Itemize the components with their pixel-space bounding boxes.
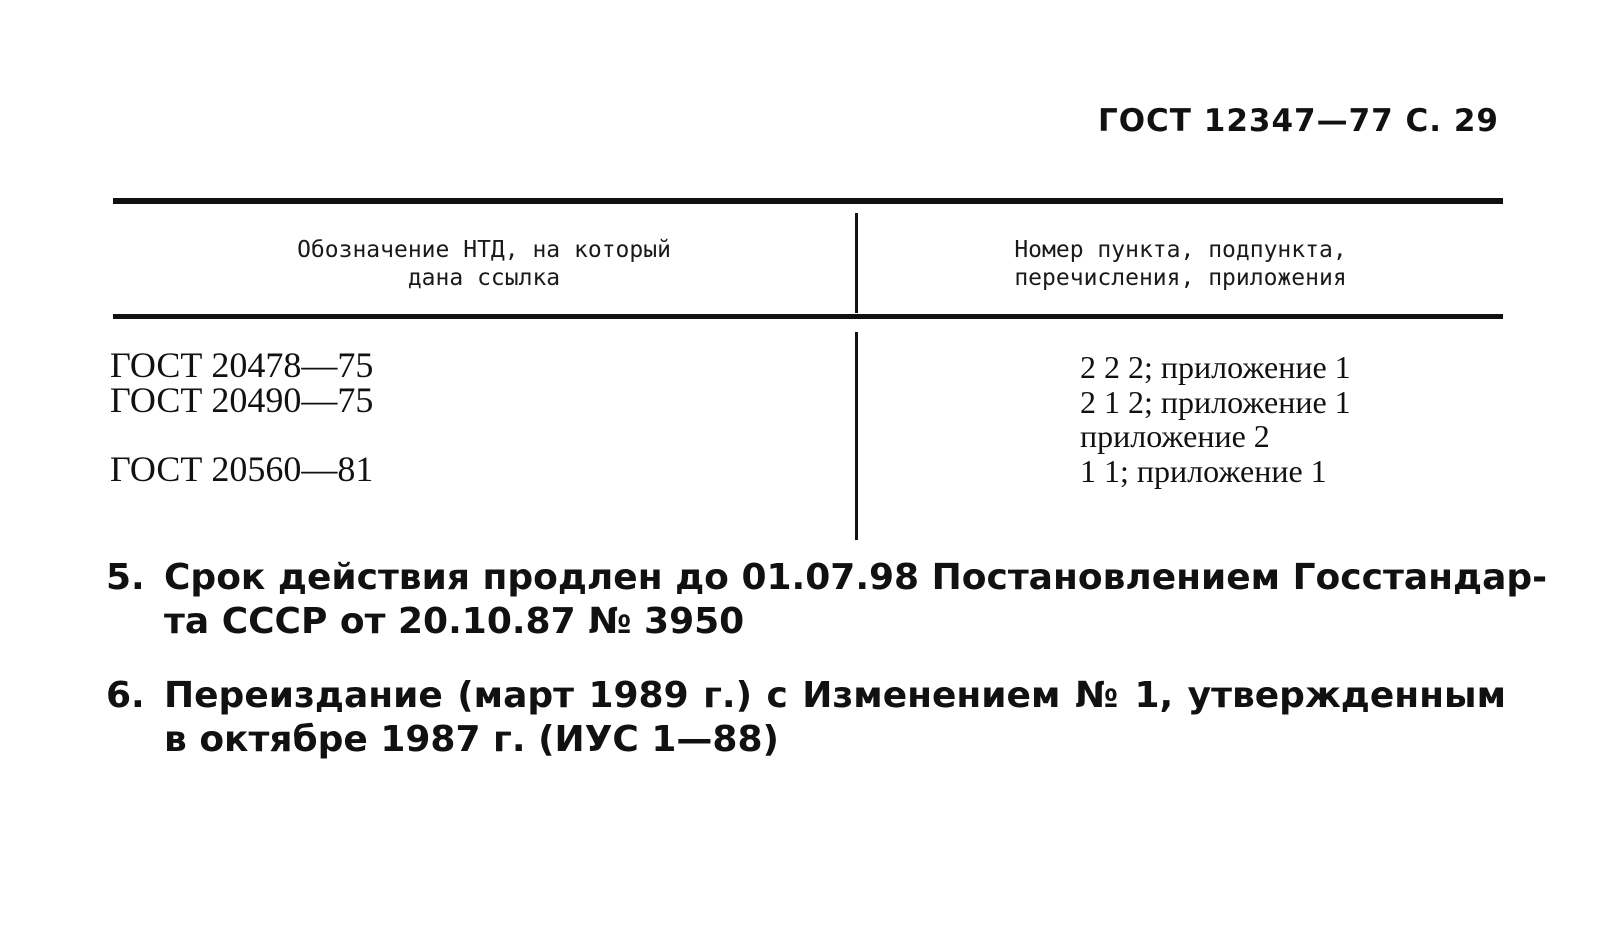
table-header-rule: [113, 314, 1503, 319]
column-header-clause-line: перечисления, приложения: [1014, 265, 1347, 291]
numbered-item-6: [106, 674, 1506, 762]
item-number: 6.: [106, 675, 145, 716]
numbered-item-5: [106, 556, 1548, 644]
table-cell-ntd: ГОСТ 20478—75: [110, 345, 374, 385]
item-text-line: Срок действия продлен до 01.07.98 Постановлением Госстандар-: [164, 557, 1548, 598]
table-column-divider-body: [855, 332, 858, 540]
item-number: 5.: [106, 557, 145, 598]
column-header-clause-line: Номер пункта, подпункта,: [1014, 237, 1347, 263]
table-cell-ntd: ГОСТ 20560—81: [110, 449, 374, 489]
references-table: [110, 198, 1503, 543]
item-text-line: в октябре 1987 г. (ИУС 1—88): [164, 719, 779, 760]
column-header-ntd-line: дана ссылка: [407, 265, 561, 291]
table-cell-clause: 2 2 2; приложение 1: [1080, 349, 1351, 385]
item-text-line: Переиздание (март 1989 г.) с Изменением № 1, утвержденным: [164, 675, 1506, 716]
table-cell-clause: 2 1 2; приложение 1: [1080, 384, 1351, 420]
column-header-ntd-line: Обозначение НТД, на который: [297, 237, 671, 263]
table-cell-clause: приложение 2: [1080, 418, 1270, 454]
column-header-ntd: [113, 236, 855, 292]
page-header: ГОСТ 12347—77 С. 29: [1097, 103, 1499, 139]
table-cell-ntd: ГОСТ 20490—75: [110, 380, 374, 420]
table-cell-clause: 1 1; приложение 1: [1080, 453, 1327, 489]
table-top-rule: [113, 198, 1503, 204]
column-header-clause: [858, 236, 1503, 292]
item-text-line: та СССР от 20.10.87 № 3950: [164, 601, 745, 642]
